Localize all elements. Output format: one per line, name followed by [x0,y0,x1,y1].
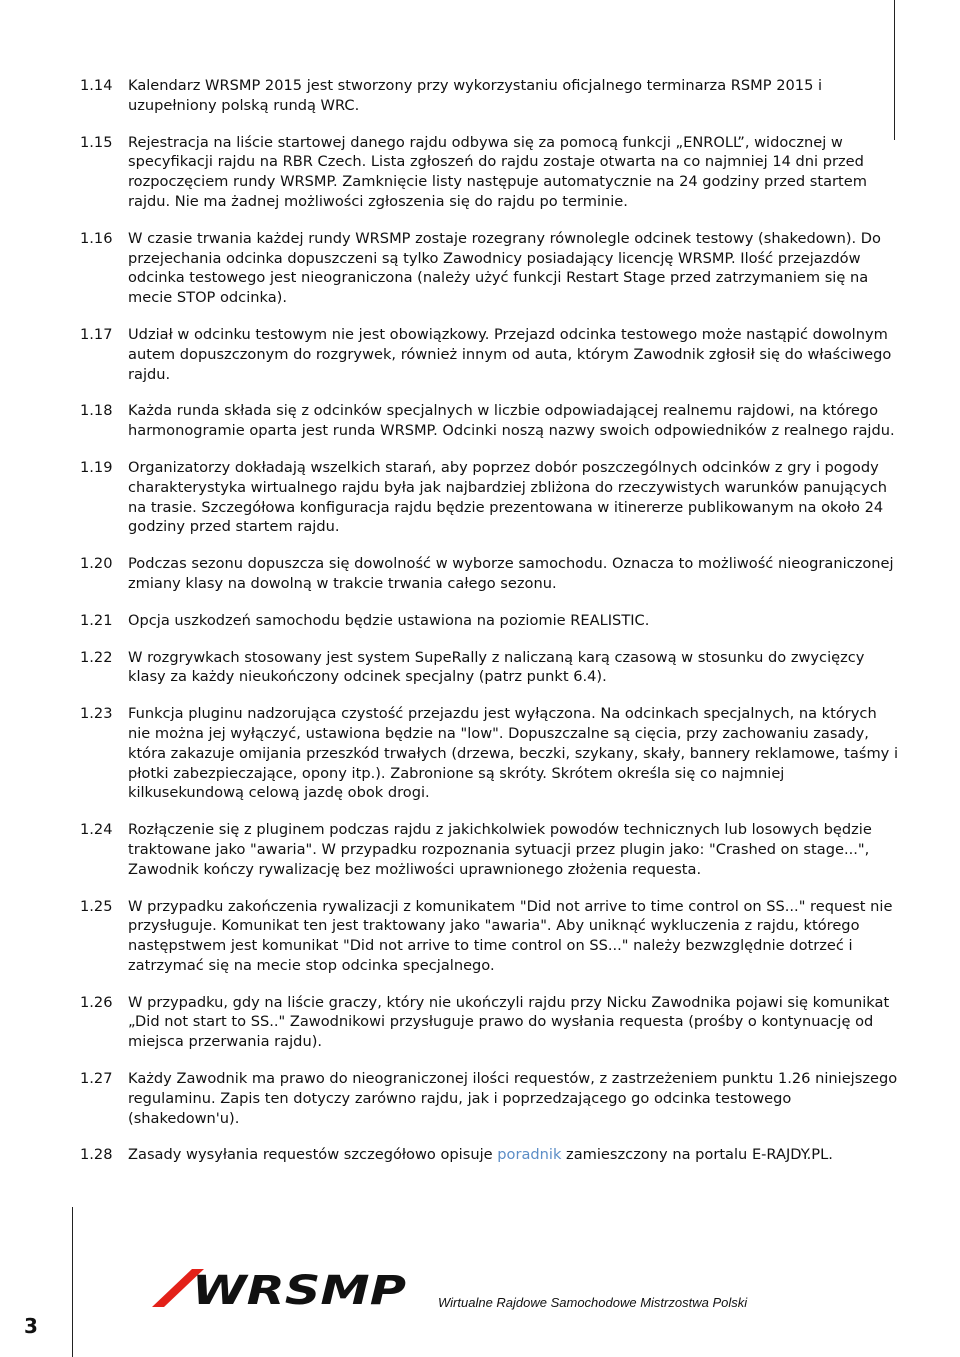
item-text [128,1145,900,1165]
item-text: Rejestracja na liście startowej danego rajdu odbywa się za pomocą funkcji „ENROLL”, widocznej w specyfikacji rajdu na RBR Czech. Lista zgłoszeń do rajdu zostaje otwarta na co najmniej 14 dni przed rozpoczęciem rundy WRSMP. Zamknięcie listy następuje automatycznie na 24 godziny przed startem rajdu. Nie ma żadnej możliwości zgłoszenia się do rajdu po terminie. [128,133,867,210]
wrsmp-logo [152,1266,408,1310]
item-text: Kalendarz WRSMP 2015 jest stworzony przy wykorzystaniu oficjalnego terminarza RSMP 2015 i uzupełniony polską rundą WRC. [128,77,823,114]
item-number: 1.21 [80,611,113,629]
item-number: 1.15 [80,133,113,151]
regulation-list [80,76,900,1182]
footer-caption: Wirtualne Rajdowe Samochodowe Mistrzostwa Polski [438,1295,748,1310]
item-text-before-link: Zasady wysyłania requestów szczegółowo opisuje [128,1146,498,1164]
item-text: Udział w odcinku testowym nie jest obowiązkowy. Przejazd odcinka testowego może nastąpić dowolnym autem dopuszczonym do rozgrywek, również innym od auta, którym Zawodnik zgłosił się do właściwego rajdu. [128,325,892,383]
page-number: 3 [24,1314,38,1338]
list-item [80,76,900,116]
list-item [80,401,900,441]
list-item [80,611,900,631]
item-text: Każdy Zawodnik ma prawo do nieograniczonej ilości requestów, z zastrzeżeniem punktu 1.26 niniejszego regulaminu. Zapis ten dotyczy zarówno rajdu, jak i poprzedzającego go odcinka testowego (shakedown'u). [128,1070,898,1127]
item-number: 1.28 [80,1146,113,1164]
item-text: W czasie trwania każdej rundy WRSMP zostaje rozegrany równolegle odcinek testowy (shakedown). Do przejechania odcinka dopuszczeni są tylko Zawodnicy posiadający licencję WRSMP. Ilość przejazdów odcinka testowego jest nieograniczona (należy użyć funkcji Restart Stage przed zatrzymaniem się na mecie STOP odcinka). [128,229,881,307]
list-item [80,820,900,879]
list-item [80,1145,900,1165]
list-item [80,897,900,976]
list-item [80,458,900,537]
item-number: 1.18 [80,402,113,420]
item-text: Opcja uszkodzeń samochodu będzie ustawiona na poziomie REALISTIC. [128,611,650,629]
item-text: Podczas sezonu dopuszcza się dowolność w wyborze samochodu. Oznacza to możliwość nieograniczonej zmiany klasy na dowolną w trakcie trwania całego sezonu. [128,555,894,592]
item-number: 1.27 [80,1070,113,1088]
item-number: 1.14 [80,77,113,94]
item-text: Rozłączenie się z pluginem podczas rajdu z jakichkolwiek powodów technicznych lub losowych będzie traktowane jako "awaria". W przypadku rozpoznania sytuacji przez plugin jako: "Crashed on stage...", Zawodnik kończy rywalizację bez możliwości uprawnionego złożenia requesta. [128,821,872,878]
list-item [80,229,900,308]
item-number: 1.25 [80,897,113,915]
item-number: 1.20 [80,555,113,573]
list-item [80,554,900,594]
list-item [80,993,900,1052]
item-text: Funkcja pluginu nadzorująca czystość przejazdu jest wyłączona. Na odcinkach specjalnych, na których nie można jej wyłączyć, ustawiona będzie na "low". Dopuszczalne są cięcia, przy zachowaniu zasady, która zakazuje omijania przeszkód trwałych (drzewa, beczki, szykany, skały, bannery reklamowe, taśmy i płotki zabezpieczające, opony itp.). Zabronione są skróty. Skrótem określa się co najmniej kilkusekundową celową jazdę obok drogi. [128,705,898,802]
item-number: 1.17 [80,325,113,343]
list-item [80,325,900,384]
poradnik-link[interactable]: poradnik [497,1146,562,1164]
item-number: 1.16 [80,229,113,247]
logo-text: WRSMP [192,1268,406,1310]
item-text: Organizatorzy dokładają wszelkich starań, aby poprzez dobór poszczególnych odcinków z gry i pogody charakterystyka wirtualnego rajdu była jak najbardziej zbliżona do rzeczywistych warunków panujących na trasie. Szczegółowa konfiguracja rajdu będzie prezentowana w itinererze publikowanym na około 24 godziny przed startem rajdu. [128,458,887,536]
item-text: W przypadku, gdy na liście graczy, który nie ukończyli rajdu przy Nicku Zawodnika pojawi się komunikat „Did not start to SS.." Zawodnikowi przysługuje prawo do wysłania requesta (prośby o kontynuację od miejsca przerwania rajdu). [128,993,890,1051]
crop-mark-bottom-left [72,1207,73,1357]
item-number: 1.23 [80,705,113,723]
item-text: Każda runda składa się z odcinków specjalnych w liczbie odpowiadającej realnemu rajdowi, na którego harmonogramie oparta jest runda WRSMP. Odcinki noszą nazwy swoich odpowiedników z realnego rajdu. [128,402,895,440]
item-text: W przypadku zakończenia rywalizacji z komunikatem "Did not arrive to time control on SS..." request nie przysługuje. Komunikat ten jest traktowany jako "awaria". Aby uniknąć wykluczenia z rajdu, którego następstwem jest komunikat "Did not arrive to time control on SS..." należy bezwzględnie dotrzeć i zatrzymać się na mecie stop odcinka specjalnego. [128,897,893,974]
item-number: 1.22 [80,648,113,666]
list-item [80,704,900,803]
item-number: 1.26 [80,993,113,1011]
list-item [80,133,900,212]
item-number: 1.19 [80,458,113,476]
item-text-after-link: zamieszczony na portalu E-RAJDY.PL. [561,1146,833,1164]
item-text: W rozgrywkach stosowany jest system SupeRally z naliczaną karą czasową w stosunku do zwycięzcy klasy za każdy nieukończony odcinek specjalny (patrz punkt 6.4). [128,648,865,686]
list-item [80,1069,900,1128]
item-number: 1.24 [80,821,113,839]
list-item [80,648,900,688]
